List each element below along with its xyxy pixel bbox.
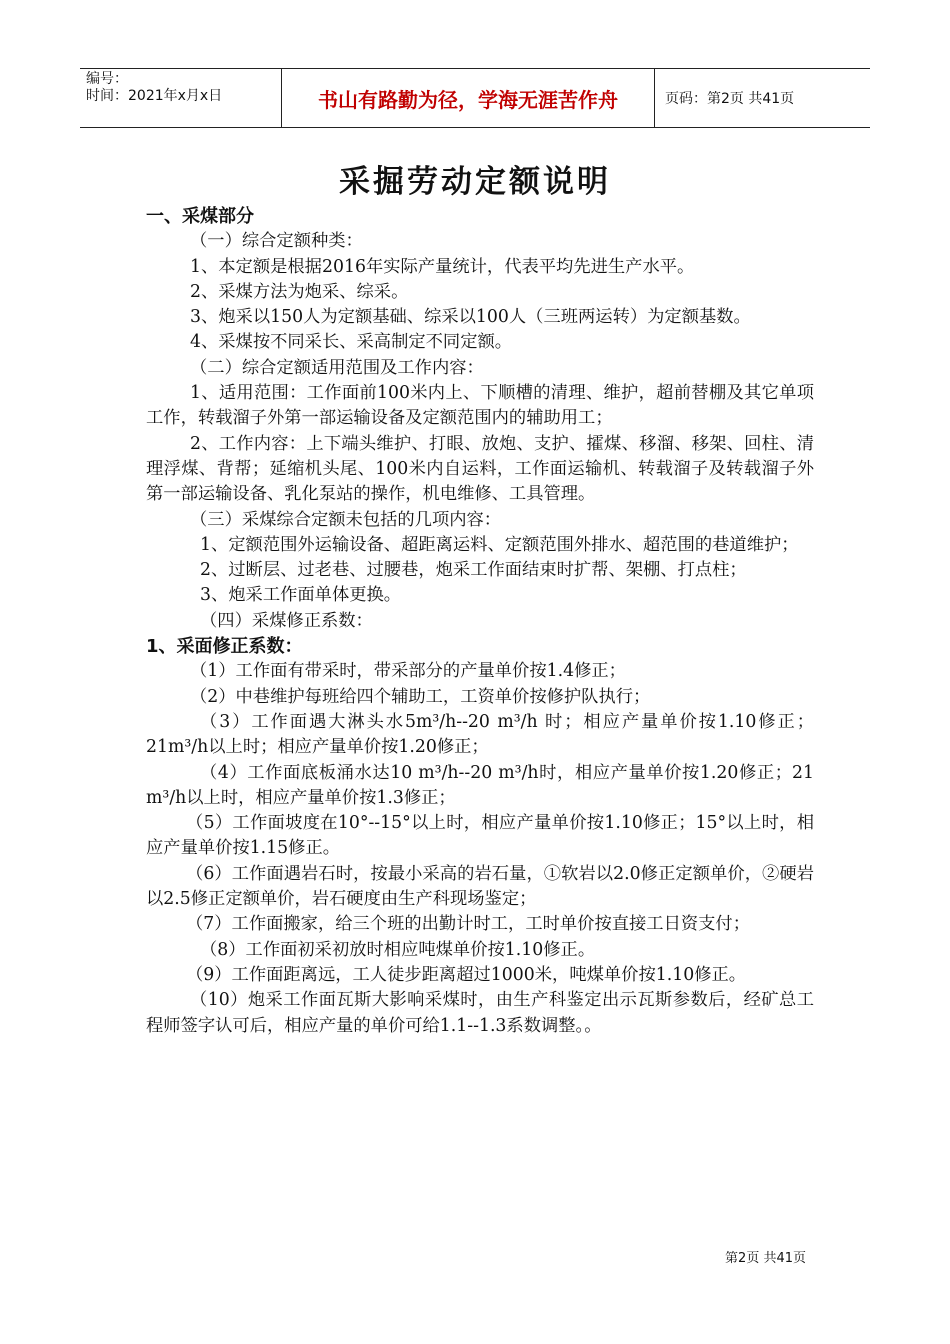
- paragraph: 2、采煤方法为炮采、综采。: [190, 281, 409, 302]
- subsection-heading: （四）采煤修正系数：: [200, 610, 373, 631]
- paragraph: （3）工作面遇大淋头水5m³/h--20 m³/h 时；相应产量单价按1.10修正；21m³/h以上时；相应产量单价按1.20修正；: [146, 711, 814, 758]
- paragraph: 2、工作内容：上下端头维护、打眼、放炮、支护、攉煤、移溜、移架、回柱、清理浮煤、背帮；延缩机头尾、100米内自运料，工作面运输机、转载溜子及转载溜子外第一部运输设备、乳化泵站的操作，机电维修、工具管理。: [146, 433, 814, 505]
- paragraph: （5）工作面坡度在10°--15°以上时，相应产量单价按1.10修正；15°以上时，相应产量单价按1.15修正。: [146, 813, 814, 859]
- header-motto: 书山有路勤为径，学海无涯苦作舟: [282, 69, 655, 127]
- paragraph: 4、采煤按不同采长、采高制定不同定额。: [190, 332, 513, 353]
- paragraph: 1、本定额是根据2016年实际产量统计，代表平均先进生产水平。: [190, 256, 695, 277]
- subsection-heading: （二）综合定额适用范围及工作内容：: [190, 357, 484, 378]
- paragraph: （6）工作面遇岩石时，按最小采高的岩石量，①软岩以2.0修正定额单价，②硬岩以2.5修正定额单价，岩石硬度由生产科现场鉴定；: [146, 863, 814, 910]
- paragraph: 2、过断层、过老巷、过腰巷，炮采工作面结束时扩帮、架棚、打点柱；: [200, 560, 747, 581]
- number-label: 编号：: [86, 71, 128, 87]
- section-heading: 1、采面修正系数：: [146, 636, 303, 658]
- header-left-cell: [80, 69, 282, 127]
- header-page-info: 页码：第2页 共41页: [665, 91, 795, 107]
- section-heading: 一、采煤部分: [146, 206, 254, 227]
- page-footer: 第2页 共41页: [725, 1251, 806, 1266]
- paragraph: 1、适用范围：工作面前100米内上、下顺槽的清理、维护，超前替棚及其它单项工作，转载溜子外第一部运输设备及定额范围内的辅助用工；: [146, 383, 814, 429]
- subsection-heading: （一）综合定额种类：: [190, 231, 363, 252]
- date-label: 时间：2021年x月x日: [86, 88, 223, 104]
- paragraph: （7）工作面搬家，给三个班的出勤计时工，工时单价按直接工日资支付；: [186, 914, 750, 935]
- paragraph: （1）工作面有带采时，带采部分的产量单价按1.4修正；: [190, 661, 626, 682]
- paragraph: 3、炮采以150人为定额基础、综采以100人（三班两运转）为定额基数。: [190, 307, 751, 328]
- document-title: 采掘劳动定额说明: [339, 164, 611, 200]
- paragraph: 3、炮采工作面单体更换。: [200, 585, 402, 606]
- document-body: [146, 204, 814, 1039]
- paragraph: （2）中巷维护每班给四个辅助工，工资单价按修护队执行；: [190, 686, 651, 707]
- paragraph: （8）工作面初采初放时相应吨煤单价按1.10修正。: [200, 939, 596, 960]
- paragraph: （9）工作面距离远，工人徒步距离超过1000米，吨煤单价按1.10修正。: [186, 964, 747, 985]
- subsection-heading: （三）采煤综合定额未包括的几项内容：: [190, 509, 502, 530]
- page-header: [80, 68, 870, 128]
- paragraph: （4）工作面底板涌水达10 m³/h--20 m³/h时，相应产量单价按1.20修正；21 m³/h以上时，相应产量单价按1.3修正；: [146, 762, 814, 808]
- paragraph: 1、定额范围外运输设备、超距离运料、定额范围外排水、超范围的巷道维护；: [200, 534, 799, 555]
- paragraph: （10）炮采工作面瓦斯大影响采煤时，由生产科鉴定出示瓦斯参数后，经矿总工程师签字认可后，相应产量的单价可给1.1--1.3系数调整。。: [146, 990, 814, 1036]
